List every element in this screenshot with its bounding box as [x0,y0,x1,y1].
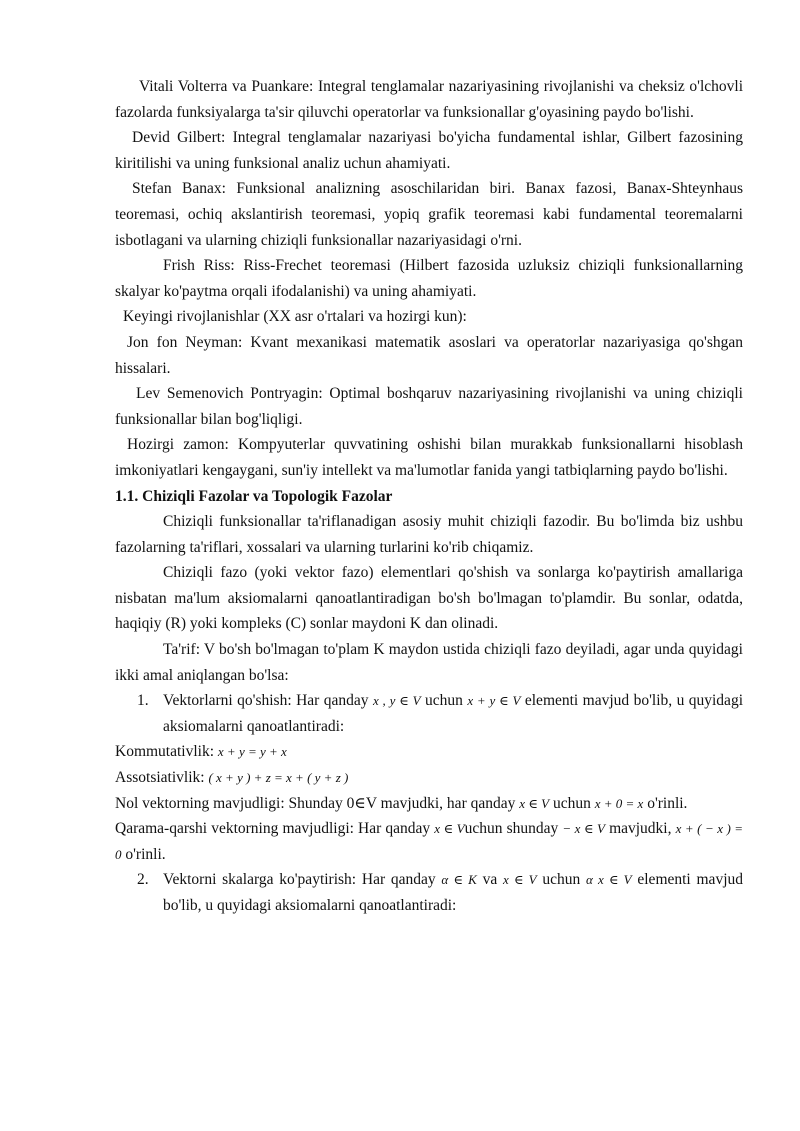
axiom-zero-vector [115,791,743,817]
math-expression: − x ∈ V [562,821,605,837]
math-expression: α x ∈ V [586,872,632,888]
math-expression: x ∈ V [434,821,465,837]
axiom-text: o'rinli. [125,845,166,863]
math-expression: α ∈ K [441,872,477,888]
axiom-label: Kommutativlik: [115,743,215,761]
paragraph-intro: Chiziqli funksionallar ta'riflanadigan asosiy muhit chiziqli fazodir. Bu bo'limda biz ushbu fazolarning ta'riflari, xossalari va ularning turlarini ko'rib chiqamiz. [115,513,743,556]
axiom-text: Qarama-qarshi vektorning mavjudligi: Har qanday [115,820,431,838]
section-heading: 1.1. Chiziqli Fazolar va Topologik Fazolar [115,487,393,505]
axiom-text: uchun shunday [464,820,559,838]
math-expression: x + ( − x ) = 0 [115,821,744,862]
paragraph-volterra: Vitali Volterra va Puankare: Integral tenglamalar nazariyasining rivojlanishi va cheksiz o'lchovli fazolarda funksiyalarga ta'sir qiluvchi operatorlar va funksionallar g'oyasining paydo bo'lishi. [115,78,743,121]
axiom-label: Assotsiativlik: [115,769,205,787]
axiom-text: mavjudki, [609,820,672,838]
list-number: 1. [137,692,149,710]
list-text: Vektorni skalarga ko'paytirish: Har qanday [163,871,436,889]
list-text: uchun [424,692,463,710]
math-expression: x ∈ V [502,872,537,888]
math-expression: x + y = y + x [217,744,287,760]
paragraph-neumann: Jon fon Neyman: Kvant mexanikasi matematik asoslari va operatorlar nazariyasiga qo'shgan hissalari. [115,333,743,377]
paragraph-riesz: Frish Riss: Riss-Frechet teoremasi (Hilbert fazosida uzluksiz chiziqli funksionallarning skalyar ko'paytma orqali ifodalanishi) va uning ahamiyati. [115,257,743,300]
list-text: Vektorlarni qo'shish: Har qanday [163,692,369,710]
math-expression: x + 0 = x [594,795,644,811]
paragraph-later-developments: Keyingi rivojlanishlar (XX asr o'rtalari va hozirgi kun): [123,308,467,326]
axiom-opposite-vector [115,816,743,867]
document-page [115,74,743,919]
paragraph-pontryagin: Lev Semenovich Pontryagin: Optimal boshqaruv nazariyasining rivojlanishi va uning chiziqli funksionallar bilan bog'liqligi. [115,385,743,428]
list-text: elementi mavjud bo'lib, u quyidagi aksiomalarni qanoatlantiradi: [163,692,743,735]
math-expression: ( x + y ) + z = x + ( y + z ) [208,770,349,786]
paragraph-gilbert: Devid Gilbert: Integral tenglamalar nazariyasi bo'yicha fundamental ishlar, Gilbert fazosining kiritilishi va uning funksional analiz uchun ahamiyati. [115,129,743,172]
paragraph-modern: Hozirgi zamon: Kompyuterlar quvvatining oshishi bilan murakkab funksionallarni hisoblash imkoniyatlari kengaygani, sun'iy intellekt va ma'lumotlar fanida yangi tatbiqlarning paydo bo'lishi. [115,436,743,479]
list-item-addition [115,688,743,739]
axiom-text: o'rinli. [647,794,688,812]
paragraph-definition: Ta'rif: V bo'sh bo'lmagan to'plam K maydon ustida chiziqli fazo deyiladi, agar unda quyidagi ikki amal aniqlangan bo'lsa: [115,641,743,684]
list-text: va [482,871,498,889]
axiom-commutativity [115,739,743,765]
math-expression: x + y ∈ V [467,693,521,709]
math-expression: x , y ∈ V [372,693,421,709]
paragraph-banach: Stefan Banax: Funksional analizning asoschilaridan biri. Banax fazosi, Banax-Shteynhaus teoremasi, ochiq akslantirish teoremasi, yopiq grafik teoremasi kabi fundamental teoremalarni isbotlagani va ularning chiziqli funksionallar nazariyasidagi o'rni. [115,180,743,249]
math-expression: x ∈ V [519,795,550,811]
axiom-text: uchun [552,794,591,812]
paragraph-linear-space: Chiziqli fazo (yoki vektor fazo) elementlari qo'shish va sonlarga ko'paytirish amallariga nisbatan ma'lum aksiomalarni qanoatlantiradigan bo'sh bo'lmagan to'plamdir. Bu sonlar, odatda, haqiqiy (R) yoki kompleks (C) sonlar maydoni K dan olinadi. [115,564,743,633]
list-text: elementi mavjud bo'lib, u quyidagi aksiomalarni qanoatlantiradi: [163,871,743,914]
list-text: uchun [542,871,581,889]
list-number: 2. [137,871,149,889]
axiom-associativity [115,765,743,791]
list-item-scalar-multiplication [115,867,743,918]
axiom-text: Nol vektorning mavjudligi: Shunday 0∈V mavjudki, har qanday [115,794,516,812]
